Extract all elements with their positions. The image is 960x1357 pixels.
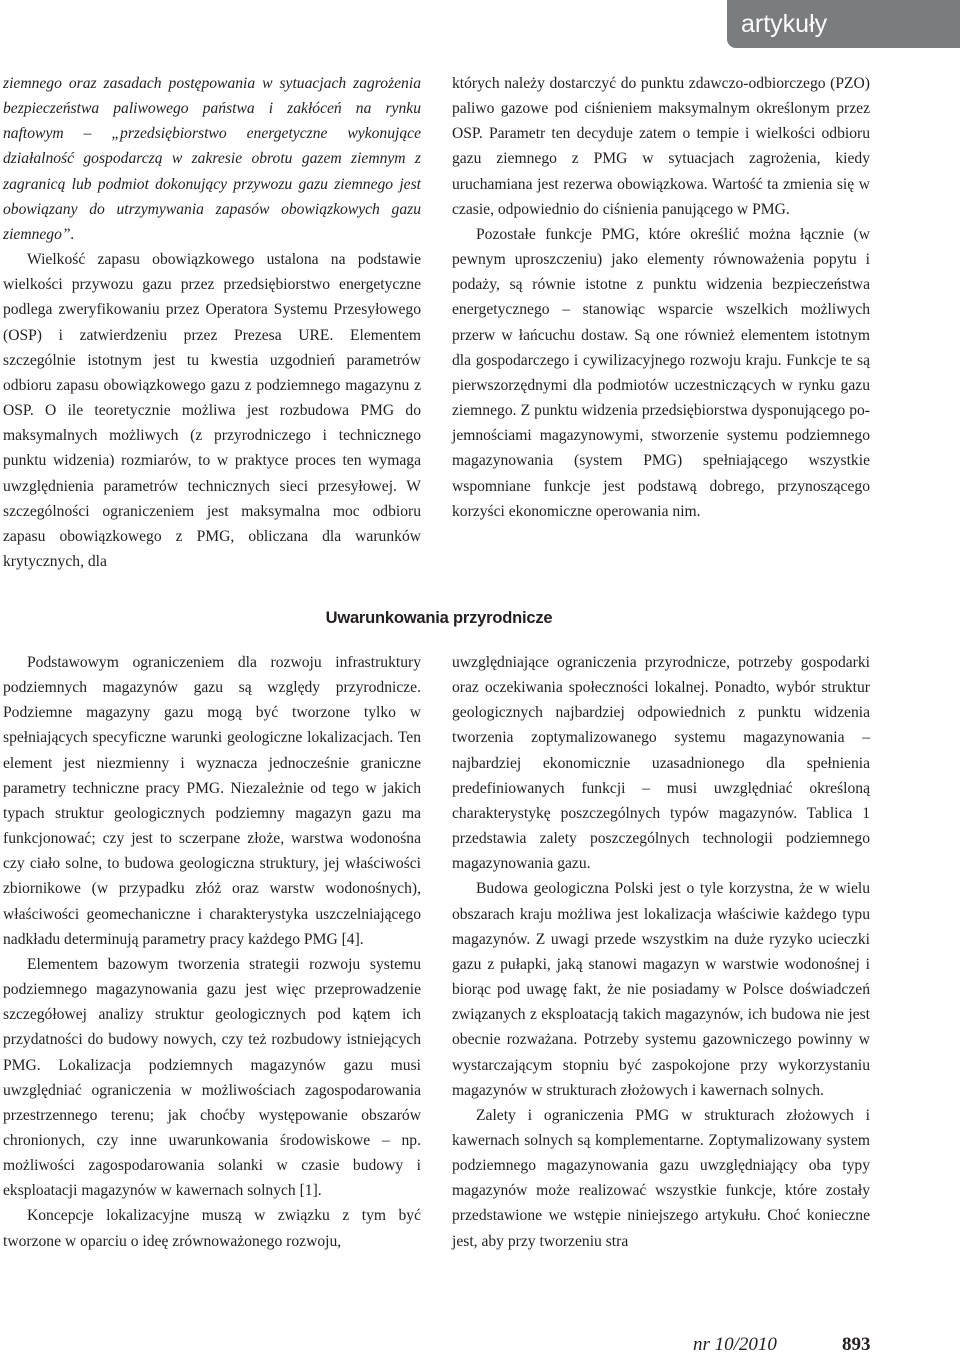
- paragraph: Podstawowym ograniczeniem dla rozwoju infrastruktury podziemnych magazynów gazu są względy przyrodnicze. Podziemne magazyny gazu mogą być tworzone tylko w spełniających specyficzne warunki geologiczne lokalizacjach. Ten element jest niezmienny i wyznacza jednocześnie graniczne parametry techniczne pracy PMG. Niezależnie od tego w jakich typach struktur geologicznych podziemny magazyn gazu ma funkcjonować; czy jest to sczerpane złoże, warstwa wodonośna czy ciało solne, to budowa geologiczna struktury, jej właściwości zbiornikowe (w przypadku złóż oraz warstw wodonośnych), właściwości geomechaniczne i charakterystyka uszczelniającego nadkładu determinują parametry pracy każdego PMG [4].: [3, 654, 421, 948]
- page-number: 893: [842, 1334, 871, 1355]
- paragraph: których należy dostarczyć do punktu zdawczo-odbiorczego (PZO) paliwo gazowe pod ciśnieniem maksymalnym określonym przez OSP. Parametr ten decyduje zatem o tempie i wielkości odbioru gazu ziemnego z PMG w sytuacjach zagrożenia, kiedy uruchamiana jest rezerwa obowiązkowa. Wartość ta zmienia się w czasie, odpowiednio do ciśnienia panującego w PMG.: [452, 75, 870, 218]
- paragraph: Zalety i ograniczenia PMG w strukturach złożowych i kawernach solnych są komplementarne. Zoptymalizowany system podziemnego magazynowania gazu uwzględniający oba typy magazynów może realizować wszystkie funkcje, które zostały przedstawione we wstępie niniejszego artykułu. Choć konieczne jest, aby przy tworzeniu stra: [452, 1106, 870, 1250]
- paragraph: ziemnego oraz zasadach postępowania w sytuacjach zagrożenia bezpieczeństwa paliwowego państwa i zakłóceń na rynku naftowym – „przedsiębiorstwo energetyczne wykonujące działalność gospodarczą w zakresie obrotu gazem ziemnym z zagranicą lub podmiot dokonujący przywozu gazu ziemnego jest obowiązany do utrzymywania zapasów obowiązkowych gazu ziemnego”.: [3, 75, 421, 243]
- top-left-column: [3, 71, 421, 574]
- paragraph: Koncepcje lokalizacyjne muszą w związku z tym być tworzone w oparciu o ideę zrównoważonego rozwoju,: [3, 1207, 421, 1250]
- issue-number: nr 10/2010: [693, 1334, 777, 1355]
- bottom-left-column: [3, 650, 421, 1254]
- paragraph: Budowa geologiczna Polski jest o tyle korzystna, że w wielu obszarach kraju możliwa jest lokalizacja właściwie każdego typu magazynów. Z uwagi przede wszystkim na duże ryzyko ucieczki gazu z pułapki, jaką stanowi magazyn w warstwie wodonośnej i biorąc pod uwagę fakt, że nie posiadamy w Polsce doświadczeń związanych z eksploatacją takich magazynów, ich budowa nie jest obecnie rozważana. Potrzeby systemu gazowniczego powinny w wystarczającym stopniu być zaspokojone przy wykorzystaniu magazynów w strukturach złożowych i kawernach solnych.: [452, 880, 870, 1099]
- section-heading: Uwarunkowania przyrodnicze: [325, 609, 553, 627]
- paragraph: Wielkość zapasu obowiązkowego ustalona na podstawie wielkości przywozu gazu przez przedsiębiorstwo energetyczne podlega zweryfikowaniu przez Operatora Systemu Przesyłowego (OSP) i zatwierdzeniu przez Prezesa URE. Elementem szczególnie istotnym jest tu kwestia uzgodnień parametrów odbioru zapasu obowiązkowego gazu z podziemnego magazynu z OSP. O ile teoretycznie możliwa jest rozbudowa PMG do maksymalnych możliwych (z przyrodniczego i technicznego punktu widzenia) rozmiarów, to w praktyce proces ten wymaga uwzględnienia parametrów technicznych sieci przesyłowej. W szczególności ograniczeniem jest maksymalna moc odbioru zapasu obowiązkowego z PMG, obliczana dla warunków krytycznych, dla: [3, 251, 421, 570]
- top-right-column: [452, 71, 870, 524]
- section-tag: artykuły: [727, 0, 960, 48]
- paragraph: Elementem bazowym tworzenia strategii rozwoju systemu podziemnego magazynowania gazu jest więc przeprowadzenie szczegółowej analizy struktur geologicznych pod kątem ich przydatności do budowy nowych, czy też rozbudowy istniejących PMG. Lokalizacja podziemnych magazynów gazu musi uwzględniać ograniczenia w możliwościach zagospodarowania przestrzennego terenu; jak choćby występowanie obszarów chronionych, czy inne uwarunkowania środowiskowe – np. możliwości zagospodarowania solanki w czasie budowy i eksploatacji magazynów w kawernach solnych [1].: [3, 955, 421, 1200]
- paragraph: uwzględniające ograniczenia przyrodnicze, potrzeby gospodarki oraz oczekiwania społeczności lokalnej. Ponadto, wybór struktur geologicznych najbardziej odpowiednich z punktu widzenia tworzenia zoptymalizowanego systemu magazynowania – najbardziej ekonomicznie uzasadnionego dla spełnienia predefiniowanych funkcji – musi uwzględniać określoną charakterystykę poszczególnych typów magazynów. Tablica 1 przedstawia zalety poszczególnych technologii podziemnego magazynowania gazu.: [452, 654, 870, 873]
- bottom-right-column: [452, 650, 870, 1254]
- paragraph: Pozostałe funkcje PMG, które określić można łącznie (w pewnym uproszczeniu) jako elementy równoważenia popytu i podaży, są równie istotne z punktu widzenia bezpieczeństwa energetycznego – stanowiąc wsparcie wszelkich możliwych przerw w łańcuchu dostaw. Są one również elementem istotnym dla gospodarczego i cywilizacyjnego rozwoju kraju. Funkcje te są pierwszorzędnymi dla podmiotów uczestniczących w rynku gazu ziemnego. Z punktu widzenia przedsiębiorstwa dysponującego pojemnościami magazynowymi, stworzenie systemu podziemnego magazynowania (system PMG) spełniającego wszystkie wspomniane funkcje jest podstawą dobrego, przynoszącego korzyści ekonomiczne operowania nim.: [452, 225, 870, 520]
